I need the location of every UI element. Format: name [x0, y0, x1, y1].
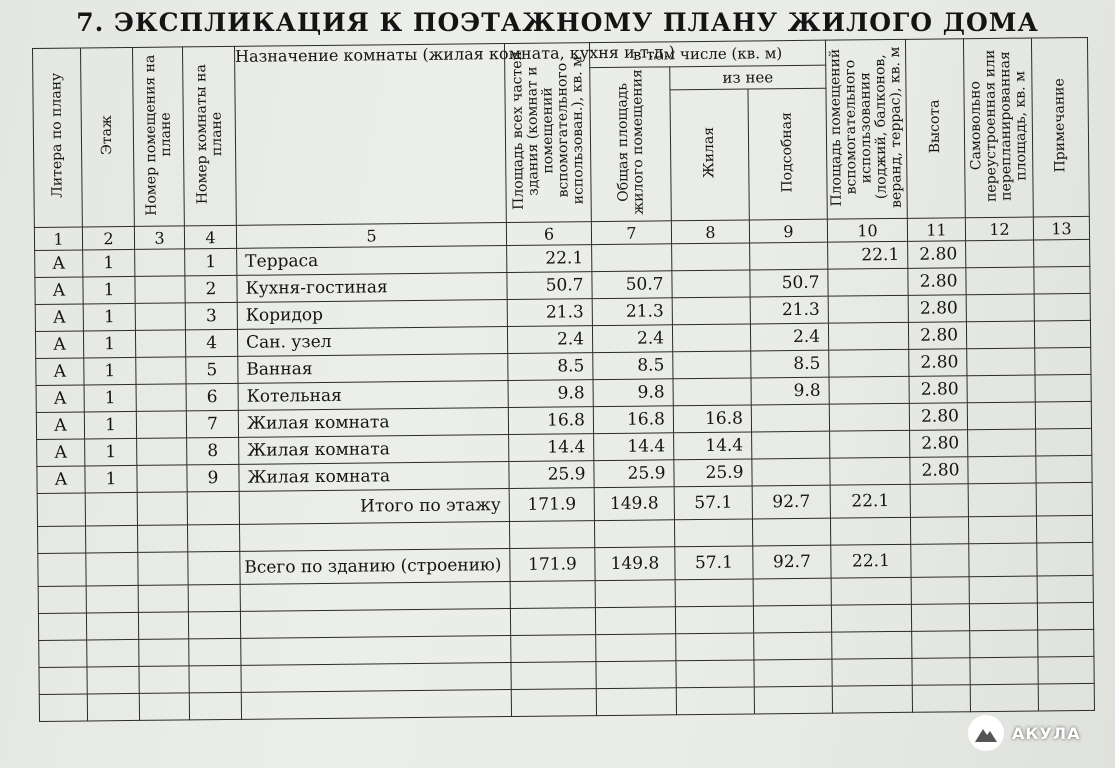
cell-empty: [966, 294, 1034, 322]
col-number: 1: [34, 227, 82, 251]
floor-total-aux: 92.7: [752, 485, 830, 519]
cell-general: 16.8: [593, 406, 673, 434]
col-number: 11: [907, 218, 965, 242]
header-col9: Подсобная: [748, 88, 827, 220]
cell-total: 50.7: [507, 272, 592, 300]
cell-name: Жилая комната: [239, 435, 509, 465]
floor-total-label: Итого по этажу: [239, 489, 509, 525]
cell-floor: 1: [83, 303, 135, 331]
cell-room: 8: [187, 437, 239, 465]
cell-pom: [136, 384, 186, 412]
cell-empty: [966, 321, 1034, 349]
cell-living: [673, 378, 751, 406]
cell-empty: [967, 348, 1035, 376]
cell-general: [592, 244, 672, 272]
header-group: в том числе (кв. м): [589, 40, 825, 67]
col-number: 7: [591, 221, 671, 245]
cell-name: Сан. узел: [237, 327, 507, 357]
cell-room: 1: [185, 248, 237, 276]
cell-empty: [968, 429, 1036, 457]
cell-general: 8.5: [593, 352, 673, 380]
cell-living: 16.8: [673, 405, 751, 433]
header-col8: Жилая: [670, 89, 749, 221]
cell-living: 14.4: [674, 432, 752, 460]
cell-total: 16.8: [508, 407, 593, 435]
cell-general: 21.3: [592, 298, 672, 326]
col-number: 5: [236, 223, 506, 249]
cell-veranda: [828, 268, 908, 296]
cell-name: Жилая комната: [239, 462, 509, 492]
cell-empty: [1035, 347, 1091, 375]
cell-empty: [1036, 428, 1092, 456]
col-number: 3: [134, 226, 184, 250]
cell-total: 14.4: [509, 434, 594, 462]
cell-empty: [1034, 293, 1090, 321]
cell-living: [672, 243, 750, 271]
cell-liter: А: [35, 304, 83, 332]
cell-floor: 1: [84, 357, 136, 385]
cell-empty: [1034, 239, 1090, 267]
cell-height: 2.80: [910, 457, 968, 485]
cell-aux: 8.5: [751, 350, 829, 378]
cell-room: 4: [185, 329, 237, 357]
cell-general: 2.4: [592, 325, 672, 353]
cell-floor: 1: [84, 384, 136, 412]
header-col6: Площадь всех частей здания (комнат и помещений вспомогательного использован.), кв. м: [504, 43, 591, 223]
col-number: 2: [82, 226, 134, 250]
building-total-veranda: 22.1: [831, 544, 911, 578]
header-col5: Назначение комнаты (жилая комната, кухня и т.д.): [234, 44, 506, 226]
col-number: 10: [827, 218, 907, 242]
header-col13: Примечание: [1031, 37, 1089, 217]
cell-liter: А: [37, 466, 85, 494]
cell-living: [672, 324, 750, 352]
cell-total: 25.9: [509, 461, 594, 489]
cell-height: 2.80: [908, 241, 966, 269]
cell-living: [672, 297, 750, 325]
cell-empty: [967, 375, 1035, 403]
cell-veranda: [829, 376, 909, 404]
cell-aux: [751, 404, 829, 432]
cell-total: 21.3: [507, 299, 592, 327]
watermark-logo: [968, 712, 1098, 754]
cell-total: 2.4: [507, 326, 592, 354]
col-number: 13: [1033, 216, 1089, 240]
cell-liter: А: [36, 358, 84, 386]
header-col1: Литера по плану: [33, 48, 83, 227]
cell-liter: А: [35, 250, 83, 278]
cell-veranda: [829, 349, 909, 377]
cell-aux: [752, 431, 830, 459]
rooms-body: [35, 239, 1093, 493]
building-total-general: 149.8: [595, 547, 675, 581]
cell-veranda: 22.1: [828, 241, 908, 269]
cell-empty: [966, 240, 1034, 268]
cell-floor: 1: [83, 276, 135, 304]
col-number: 6: [506, 222, 591, 246]
mountain-icon: [968, 715, 1004, 751]
page-title: 7. ЭКСПЛИКАЦИЯ К ПОЭТАЖНОМУ ПЛАНУ ЖИЛОГО ДОМА: [76, 8, 1039, 37]
col-number: 4: [184, 225, 236, 249]
cell-floor: 1: [83, 330, 135, 358]
cell-aux: 9.8: [751, 377, 829, 405]
cell-height: 2.80: [908, 295, 966, 323]
cell-general: 25.9: [594, 460, 674, 488]
header-col10: Площадь помещений вспомогательного использования (лоджий, балконов, веранд, террас), кв. м: [825, 39, 907, 219]
cell-pom: [136, 411, 186, 439]
header-col3: Номер помещения на плане: [132, 47, 184, 227]
cell-floor: 1: [85, 465, 137, 493]
cell-pom: [136, 357, 186, 385]
header-col12: Самовольно переустроенная или перепланированная площадь, кв. м: [963, 38, 1033, 218]
cell-pom: [135, 249, 185, 277]
cell-empty: [967, 402, 1035, 430]
cell-living: 25.9: [674, 459, 752, 487]
cell-aux: 50.7: [750, 269, 828, 297]
cell-height: 2.80: [910, 430, 968, 458]
cell-room: 5: [186, 356, 238, 384]
explication-table: [32, 37, 1095, 722]
cell-liter: А: [36, 385, 84, 413]
cell-pom: [135, 303, 185, 331]
cell-empty: [1035, 401, 1091, 429]
cell-height: 2.80: [909, 376, 967, 404]
floor-total-living: 57.1: [674, 486, 752, 520]
cell-name: Котельная: [238, 381, 508, 411]
cell-height: 2.80: [908, 322, 966, 350]
building-total-aux: 92.7: [753, 545, 831, 579]
cell-room: 3: [185, 302, 237, 330]
cell-liter: А: [35, 331, 83, 359]
floor-total-veranda: 22.1: [830, 484, 910, 518]
cell-liter: А: [37, 439, 85, 467]
cell-floor: 1: [83, 249, 135, 277]
cell-name: Жилая комната: [238, 408, 508, 438]
cell-name: Коридор: [237, 300, 507, 330]
cell-veranda: [828, 295, 908, 323]
cell-room: 7: [186, 410, 238, 438]
cell-empty: [1034, 320, 1090, 348]
cell-veranda: [829, 403, 909, 431]
cell-floor: 1: [84, 411, 136, 439]
cell-living: [672, 270, 750, 298]
cell-floor: 1: [85, 438, 137, 466]
cell-empty: [1035, 374, 1091, 402]
col-number: 12: [965, 217, 1033, 241]
cell-aux: 21.3: [750, 296, 828, 324]
building-total-living: 57.1: [675, 546, 753, 580]
cell-living: [673, 351, 751, 379]
cell-room: 2: [185, 275, 237, 303]
cell-room: 9: [187, 464, 239, 492]
header-col7: Общая площадь жилого помещения: [590, 67, 672, 222]
cell-height: 2.80: [908, 268, 966, 296]
header-col11: Высота: [905, 39, 965, 219]
floor-total-general: 149.8: [594, 487, 674, 521]
cell-aux: [750, 242, 828, 270]
cell-height: 2.80: [909, 403, 967, 431]
building-total-label: Всего по зданию (строению): [240, 549, 510, 585]
cell-general: 14.4: [594, 433, 674, 461]
cell-pom: [137, 438, 187, 466]
cell-pom: [135, 276, 185, 304]
cell-name: Ванная: [238, 354, 508, 384]
cell-aux: 2.4: [750, 323, 828, 351]
header-col4: Номер комнаты на плане: [182, 46, 236, 226]
col-number: 9: [749, 219, 827, 243]
cell-liter: А: [35, 277, 83, 305]
cell-total: 9.8: [508, 380, 593, 408]
cell-name: Кухня-гостиная: [237, 273, 507, 303]
cell-liter: А: [36, 412, 84, 440]
cell-general: 9.8: [593, 379, 673, 407]
cell-aux: [752, 458, 830, 486]
cell-total: 8.5: [508, 353, 593, 381]
cell-name: Терраса: [237, 246, 507, 276]
cell-height: 2.80: [909, 349, 967, 377]
cell-empty: [968, 456, 1036, 484]
cell-room: 6: [186, 383, 238, 411]
cell-veranda: [830, 457, 910, 485]
cell-empty: [1034, 266, 1090, 294]
cell-veranda: [830, 430, 910, 458]
col-number: 8: [671, 220, 749, 244]
cell-pom: [137, 465, 187, 493]
header-subgroup: из нее: [670, 65, 826, 90]
cell-empty: [1036, 455, 1092, 483]
header-row: [33, 37, 1088, 73]
cell-total: 22.1: [507, 245, 592, 273]
header-col2: Этаж: [81, 47, 135, 227]
logo-text: АКУЛА: [1012, 723, 1081, 743]
cell-general: 50.7: [592, 271, 672, 299]
building-total-total: 171.9: [510, 548, 595, 582]
floor-total-total: 171.9: [509, 488, 594, 522]
cell-empty: [966, 267, 1034, 295]
cell-veranda: [828, 322, 908, 350]
cell-pom: [135, 330, 185, 358]
